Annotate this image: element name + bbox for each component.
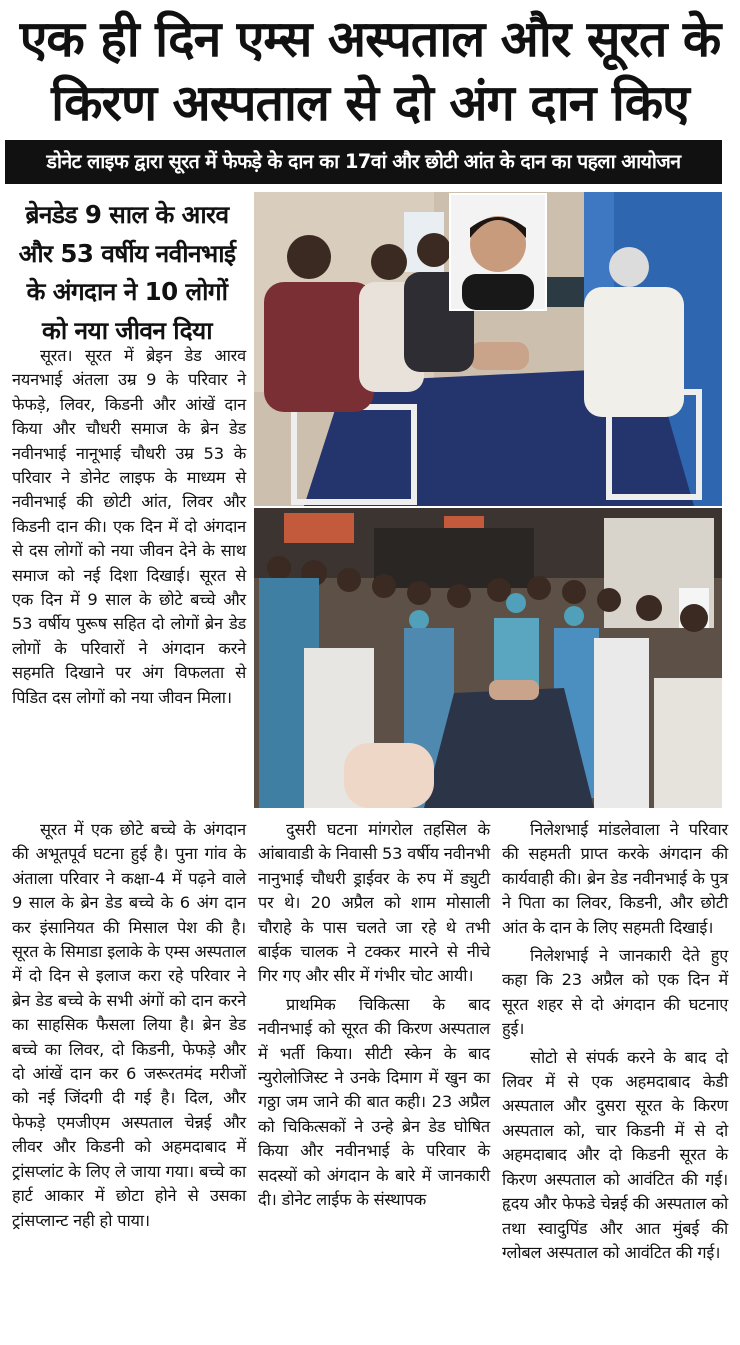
article-paragraph: सोटो से संपर्क करने के बाद दो लिवर में से एक अहमदाबाद केडी अस्पताल और दुसरा सूरत के किरण अस्पताल को, चार किडनी में से दो अहमदाबाद और दो किडनी सूरत के किरण अस्पताल को आवंटित की गई। हृदय और फेफडे चेन्नई की अस्पताल को तथा स्वादुपिंड और आत मुंबई की ग्लोबल अस्पताल को आवंटित की गई। (502, 1047, 728, 1262)
tribute-corridor-photo (254, 508, 722, 808)
sidebar-headline-line: को नया जीवन दिया (42, 315, 212, 345)
article-column-2 (258, 818, 490, 1213)
sidebar-headline-line: के अंगदान ने 10 लोगों (26, 277, 228, 306)
article-column-3 (502, 818, 728, 1265)
article-paragraph: निलेशभाई मांडलेवाला ने परिवार की सहमती प्राप्त करके अंगदान की कार्यवाही की। ब्रेन डेड नवीनभाई के पुत्र ने पिता का लिवर, किडनी, और छोटी आंत के दान के लिए सहमती दिखाई। (502, 820, 728, 937)
headline-line-1: एक ही दिन एम्स अस्पताल और सूरत के (19, 10, 721, 68)
intro-column (12, 344, 246, 710)
article-paragraph: प्राथमिक चिकित्सा के बाद नवीनभाई को सूरत की किरण अस्पताल में भर्ती किया। सीटी स्केन के बाद न्युरोलोजिस्ट ने उनके दिमाग में खुन का गठ्ठा जम जाने की बात कही। 23 अप्रैल को चिकित्सकों ने उन्हे ब्रेन डेड घोषित किया और नवीनभाई के परिवार के सदस्यों को अंगदान के बारे में जानकारी दी। डोनेट लाईफ के संस्थापक (258, 994, 490, 1210)
headline-line-2: किरण अस्पताल से दो अंग दान किए (51, 74, 689, 132)
article-column-1 (12, 818, 246, 1233)
article-paragraph: दुसरी घटना मांगरोल तहसिल के आंबावाडी के निवासी 53 वर्षीय नवीनभी नानुभाई चौधरी ड्राईवर के रुप में ड्युटी पर थे। 20 अप्रैल को शाम मोसाली चौराहे के पास चलते जा रहे थे तभी बाईक चालक ने टक्कर मारने से नीचे गिर गए और सीर में गंभीर चोट आयी। (258, 820, 490, 986)
article-paragraph: सूरत में एक छोटे बच्चे के अंगदान की अभूतपूर्व घटना हुई है। पुना गांव के अंताला परिवार ने कक्षा-4 में पढ़ने वाले 9 साल के ब्रेन डेड बच्चे के 6 अंग दान कर इंसानियत की मिसाल पेश की है। सूरत के सिमाडा इलाके के एम्स अस्पताल में दो दिन से इलाज करा रहे परिवार ने ब्रेन डेड बच्चे के सभी अंगों को दान करने का साहसिक फैसला लिया है। ब्रेन डेड बच्चे का लिवर, दो किडनी, फेफड़े और दो आंखें दान कर 6 जरूरतमंद मरीजों को नई जिंदगी दी गई है। दिल, और फेफड़े एमजीएम अस्पताल चेन्नई और लीवर और किडनी को अहमदाबाद में ट्रांसप्लांट के लिए ले जाया गया। बच्चे का हार्ट आकार में छोटा होने से उसका ट्रांसप्लान्ट नही हो पाया। (12, 820, 246, 1230)
intro-paragraph: सूरत। सूरत में ब्रेइन डेड आरव नयनभाई अंतला उम्र 9 के परिवार ने फेफड़े, लिवर, किडनी और आंखें दान किया और चौधरी समाज के ब्रेन डेड नवीनभाई नानूभाई चौधरी उम्र 53 के परिवार ने डोनेट लाइफ के माध्यम से नवीनभाई की छोटी आंत, लिवर और किडनी दान की। एक दिन में दो अंगदान से दस लोगों को नया जीवन देने के साथ समाज को नई दिशा दिखाई। सूरत से एक दिन में 9 साल के छोटे बच्चे और 53 वर्षीय पुरूष सहित दो लोगों ब्रेन डेड लोगों के परिवारों ने अंगदान करने सहमति दिखाने पर अंग विफलता से पिडित दस लोगों को नया जीवन मिला। (12, 346, 246, 707)
sidebar-headline-line: ब्रेनडेड 9 साल के आरव (25, 200, 229, 229)
subheadline-banner: डोनेट लाइफ द्वारा सूरत में फेफड़े के दान का 17वां और छोटी आंत के दान का पहला आयोजन (5, 140, 722, 184)
hospital-bed-photo (254, 192, 722, 506)
article-paragraph: निलेशभाई ने जानकारी देते हुए कहा कि 23 अप्रैल को एक दिन में सूरत शहर से दो अंगदान की घटनाए हुई। (502, 946, 728, 1039)
sidebar-headline-line: और 53 वर्षीय नवीनभाई (18, 238, 236, 268)
sidebar-headline (8, 196, 246, 350)
